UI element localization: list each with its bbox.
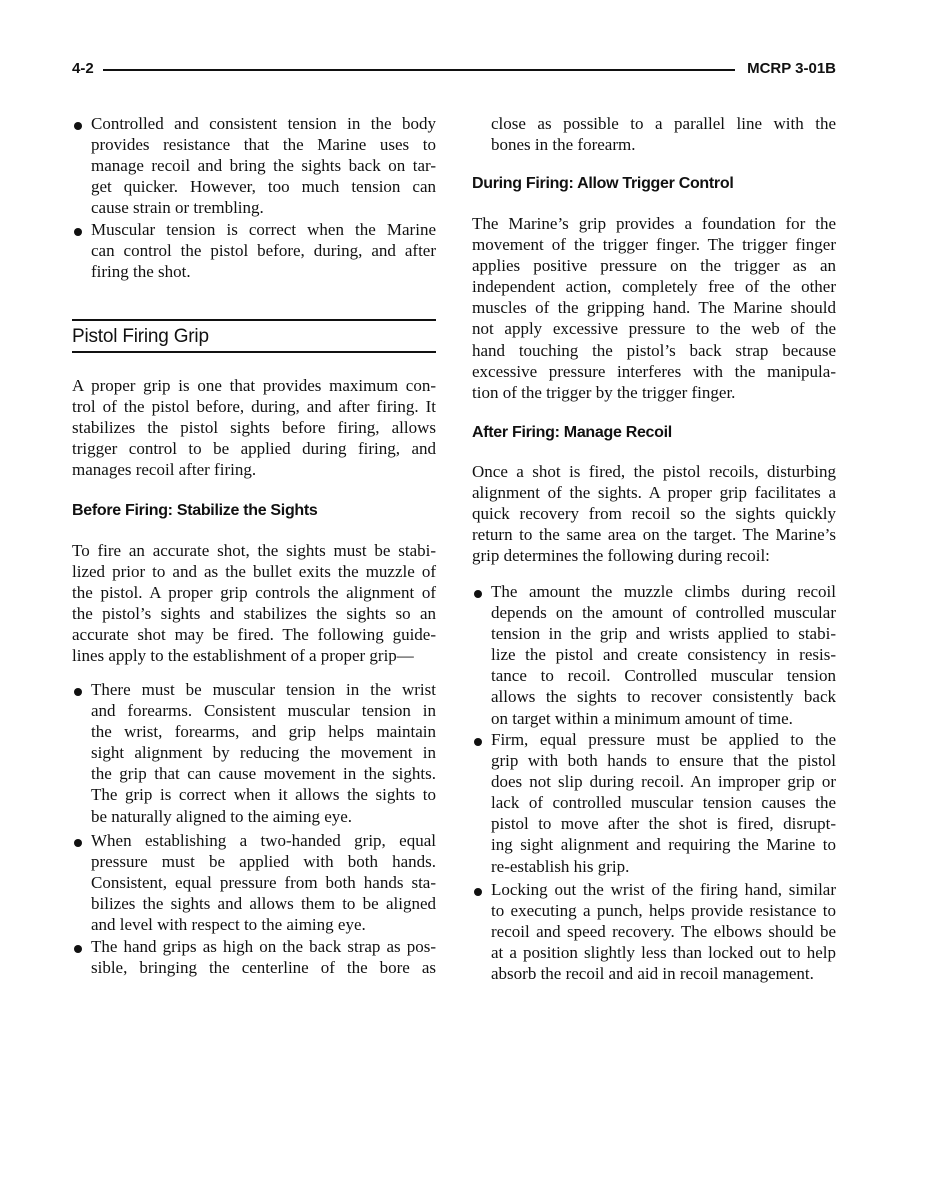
- subheading-during-firing: During Firing: Allow Trigger Control: [472, 175, 734, 192]
- text-line: To fire an accurate shot, the sights must be stabi-: [72, 541, 436, 560]
- text-line: The amount the muzzle climbs during recoil: [491, 582, 836, 601]
- text-line: pistol to move after the shot is fired, disrupt-: [491, 814, 836, 834]
- bullet-icon: [74, 945, 82, 953]
- text-line: grip with both hands to ensure that the pistol: [491, 751, 836, 771]
- text-line: Controlled and consistent tension in the body: [91, 114, 436, 133]
- intro-paragraph: [72, 375, 436, 480]
- text-line: provides resistance that the Marine uses to: [91, 135, 436, 155]
- bullet-item: [472, 729, 836, 877]
- text-line: Consistent, equal pressure from both hands sta-: [91, 873, 436, 893]
- during-paragraph: [472, 213, 836, 403]
- before-paragraph: [72, 540, 436, 667]
- text-line: quick recovery from recoil so the sights quickly: [472, 504, 836, 524]
- text-line: not apply excessive pressure to the web of the: [472, 319, 836, 339]
- bullet-item: [72, 830, 436, 935]
- bullet-item: [72, 679, 436, 827]
- text-line: re-establish his grip.: [491, 856, 630, 876]
- publication-id: MCRP 3-01B: [747, 60, 836, 77]
- text-line: The grip is correct when it allows the sights to: [91, 785, 436, 805]
- bullet-icon: [74, 122, 82, 130]
- bullet-icon: [74, 228, 82, 236]
- header-rule: [103, 69, 735, 71]
- text-line: firing the shot.: [91, 262, 191, 282]
- text-line: When establishing a two-handed grip, equal: [91, 831, 436, 850]
- text-line: lack of controlled muscular tension causes the: [491, 793, 836, 813]
- text-line: The Marine’s grip provides a foundation for the: [472, 214, 836, 233]
- bullet-item: [472, 581, 836, 729]
- text-line: bilizes the sights and allows them to be aligned: [91, 894, 436, 914]
- text-line: lize the pistol and create consistency in resis-: [491, 645, 836, 665]
- section-rule-top: [72, 319, 436, 321]
- text-line: lized prior to and as the bullet exits the muzzle of: [72, 562, 436, 582]
- text-line: lines apply to the establishment of a proper grip—: [72, 646, 414, 666]
- text-line: sible, bringing the centerline of the bore as: [91, 958, 436, 978]
- bullet-item: [472, 879, 836, 984]
- text-line: the wrist, forearms, and grip helps maintain: [91, 722, 436, 742]
- bullet-icon: [474, 888, 482, 896]
- subheading-before-firing: Before Firing: Stabilize the Sights: [72, 502, 318, 519]
- bullet-icon: [474, 590, 482, 598]
- page-number: 4-2: [72, 60, 94, 77]
- text-line: grip determines the following during recoil:: [472, 546, 770, 566]
- text-line: manage recoil and bring the sights back on tar-: [91, 156, 436, 176]
- bullet-item: [72, 219, 436, 282]
- text-line: applies positive pressure on the trigger as an: [472, 256, 836, 276]
- text-line: the grip that can cause movement in the sights.: [91, 764, 436, 784]
- text-line: at a position slightly less than locked out to help: [491, 943, 836, 963]
- text-line: sight alignment by reducing the movement in: [91, 743, 436, 763]
- text-line: tion of the trigger by the trigger finger.: [472, 382, 736, 402]
- text-line: movement of the trigger finger. The trigger finger: [472, 235, 836, 255]
- bullet-icon: [74, 688, 82, 696]
- text-line: does not slip during recoil. An improper grip or: [491, 772, 836, 792]
- text-line: Muscular tension is correct when the Marine: [91, 220, 436, 239]
- text-line: trigger control to be applied during firing, and: [72, 439, 436, 459]
- text-line: excessive pressure interferes with the manipula-: [472, 361, 836, 381]
- text-line: cause strain or trembling.: [91, 198, 264, 218]
- text-line: and forearms. Consistent muscular tension in: [91, 701, 436, 721]
- text-line: get quicker. However, too much tension can: [91, 177, 436, 197]
- text-line: absorb the recoil and aid in recoil management.: [491, 964, 814, 984]
- text-line: recoil and speed recovery. The elbows should be: [491, 922, 836, 942]
- section-title: Pistol Firing Grip: [72, 326, 209, 347]
- text-line: accurate shot may be fired. The following guide-: [72, 625, 436, 645]
- bullet-icon: [74, 839, 82, 847]
- bullet-item: [72, 113, 436, 218]
- text-line: independent action, completely free of the other: [472, 277, 836, 297]
- bullet-icon: [474, 738, 482, 746]
- section-rule-bottom: [72, 351, 436, 353]
- text-line: can control the pistol before, during, and after: [91, 241, 436, 261]
- continued-bullet-text: [472, 113, 836, 155]
- text-line: manages recoil after firing.: [72, 460, 257, 480]
- text-line: alignment of the sights. A proper grip facilitates a: [472, 483, 836, 503]
- bullet-item: [72, 936, 436, 978]
- text-line: the pistol. A proper grip controls the alignment of: [72, 583, 436, 603]
- text-line: Once a shot is fired, the pistol recoils, disturbing: [472, 462, 836, 481]
- text-line: be naturally aligned to the aiming eye.: [91, 806, 353, 826]
- text-line: depends on the amount of controlled muscular: [491, 603, 836, 623]
- text-line: to executing a punch, helps provide resistance to: [491, 901, 836, 921]
- text-line: bones in the forearm.: [491, 135, 636, 155]
- text-line: the pistol’s sights and stabilizes the sights so an: [72, 604, 436, 624]
- subheading-after-firing: After Firing: Manage Recoil: [472, 424, 672, 441]
- text-line: pressure must be applied with both hands.: [91, 852, 436, 872]
- text-line: A proper grip is one that provides maximum con-: [72, 376, 436, 395]
- text-line: return to the same area on the target. The Marine’s: [472, 525, 836, 545]
- text-line: Locking out the wrist of the firing hand, similar: [491, 880, 836, 899]
- text-line: trol of the pistol before, during, and after firing. It: [72, 397, 436, 417]
- text-line: hand touching the pistol’s back strap because: [472, 340, 836, 360]
- text-line: and level with respect to the aiming eye.: [91, 915, 366, 935]
- text-line: ing sight alignment and requiring the Marine to: [491, 835, 836, 855]
- text-line: close as possible to a parallel line with the: [491, 114, 836, 133]
- text-line: tension in the grip and wrists applied to stabi-: [491, 624, 836, 644]
- after-paragraph: [472, 461, 836, 566]
- text-line: tance to recoil. Controlled muscular tension: [491, 666, 836, 686]
- text-line: There must be muscular tension in the wrist: [91, 680, 436, 699]
- text-line: muscles of the gripping hand. The Marine should: [472, 298, 836, 318]
- text-line: on target within a minimum amount of time.: [491, 708, 793, 728]
- text-line: The hand grips as high on the back strap as pos-: [91, 937, 436, 956]
- text-line: allows the sights to recover consistently back: [491, 687, 836, 707]
- text-line: stabilizes the pistol sights before firing, allows: [72, 418, 436, 438]
- text-line: Firm, equal pressure must be applied to the: [491, 730, 836, 749]
